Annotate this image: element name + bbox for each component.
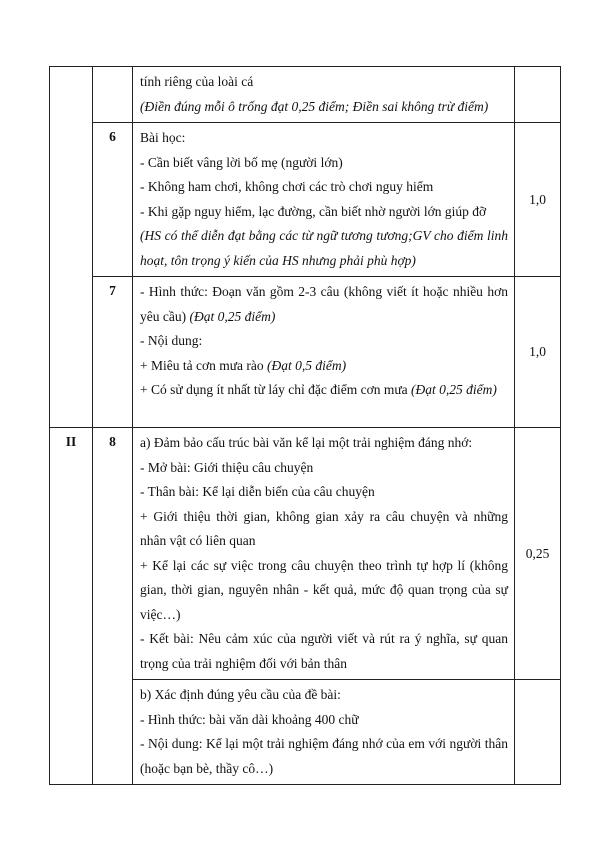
answer-key-table (49, 66, 561, 785)
grading-note: (HS có thể diễn đạt bằng các từ ngữ tương tương;GV cho điểm linh hoạt, tôn trọng ý kiến của HS nhưng phải phù hợp) (140, 228, 508, 268)
content-line (140, 329, 508, 354)
content-line: - Mở bài: Giới thiệu câu chuyện (140, 459, 314, 475)
content-line: b) Xác định đúng yêu cầu của đề bài: (140, 687, 341, 702)
content-cell (133, 277, 515, 428)
content-line: - Kết bài: Nêu cảm xúc của người viết và rút ra ý nghĩa, sự quan trọng của trải nghiệm đối với bản thân (140, 631, 508, 671)
content-cell (133, 67, 515, 123)
question-number: 7 (93, 277, 133, 428)
content-cell (133, 123, 515, 277)
content-text: - Hình thức: Đoạn văn gồm 2-3 câu (không viết ít hoặc nhiều hơn yêu cầu) (140, 284, 508, 324)
content-line: + Kể lại các sự việc trong câu chuyện theo trình tự hợp lí (không gian, thời gian, nguyên nhân - kết quả, mức độ quan trọng của sự việc…) (140, 557, 508, 622)
part-cell-1 (50, 67, 93, 428)
content-line: - Thân bài: Kể lại diễn biến của câu chuyện (140, 484, 375, 499)
score-value: 1,0 (515, 277, 561, 428)
content-line: tính riêng của loài cá (140, 74, 254, 89)
grading-note: (Điền đúng mỗi ô trống đạt 0,25 điểm; Điền sai không trừ điểm) (140, 98, 489, 114)
content-line: - Khi gặp nguy hiểm, lạc đường, cần biết nhờ người lớn giúp đỡ (140, 203, 487, 219)
grading-note: (Đạt 0,25 điểm) (407, 382, 497, 397)
grading-note: (Đạt 0,5 điểm) (263, 357, 347, 373)
content-line: Bài học: (140, 130, 186, 145)
score-cell (515, 67, 561, 123)
content-line: - Hình thức: bài văn dài khoảng 400 chữ (140, 711, 359, 727)
content-text: - Nội dung: (140, 333, 203, 348)
content-line (140, 280, 508, 329)
content-line: a) Đảm bảo cấu trúc bài văn kể lại một trải nghiệm đáng nhớ: (140, 435, 473, 450)
question-number: 8 (93, 428, 133, 785)
content-line: - Không ham chơi, không chơi các trò chơi nguy hiểm (140, 179, 434, 194)
score-cell (515, 680, 561, 785)
content-line: - Nội dung: Kể lại một trải nghiệm đáng nhớ của em với người thân (hoặc bạn bè, thầy cô…) (140, 736, 508, 776)
content-line (140, 378, 508, 403)
table-row (50, 67, 561, 123)
content-line (140, 354, 508, 379)
content-text: + Có sử dụng ít nhất từ láy chỉ đặc điểm cơn mưa (140, 382, 408, 397)
content-cell (133, 680, 515, 785)
content-cell (133, 428, 515, 680)
score-value: 1,0 (515, 123, 561, 277)
grading-note: (Đạt 0,25 điểm) (186, 308, 276, 324)
content-text: + Miêu tả cơn mưa rào (140, 357, 264, 373)
question-number-cell (93, 67, 133, 123)
content-line: + Giới thiệu thời gian, không gian xảy ra câu chuyện và những nhân vật có liên quan (140, 508, 508, 548)
table-row (50, 277, 561, 428)
score-value: 0,25 (515, 428, 561, 680)
part-label: II (50, 428, 93, 785)
content-line: - Cần biết vâng lời bố mẹ (người lớn) (140, 154, 343, 170)
table-row (50, 123, 561, 277)
table-row (50, 428, 561, 680)
question-number: 6 (93, 123, 133, 277)
